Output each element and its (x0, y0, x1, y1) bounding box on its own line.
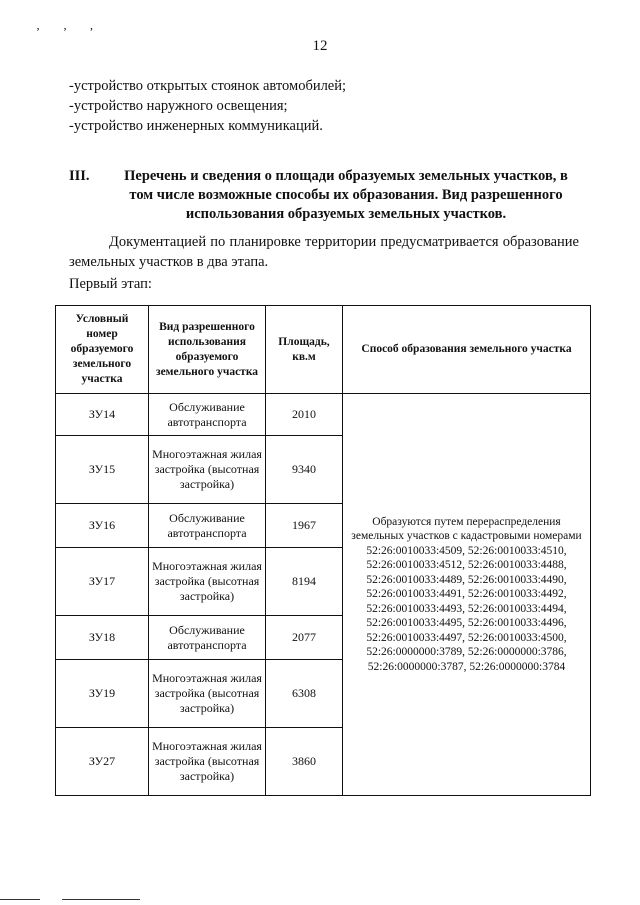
plot-use: Многоэтажная жилая застройка (высотная застройка) (149, 660, 266, 728)
plot-use: Обслуживание автотранспорта (149, 394, 266, 436)
page-number: 12 (312, 38, 328, 54)
list-item: -устройство открытых стоянок автомобилей; (69, 78, 347, 94)
land-plots-table (55, 305, 591, 796)
header-plot-number: Условный номер образуемого земельного участка (56, 306, 149, 394)
footer-rule (62, 899, 140, 900)
plot-area: 2077 (266, 616, 343, 660)
plot-use: Многоэтажная жилая застройка (высотная застройка) (149, 436, 266, 504)
header-area: Площадь, кв.м (266, 306, 343, 394)
scan-marks: ‚ ‚ , (36, 18, 103, 32)
plot-id: ЗУ17 (56, 548, 149, 616)
stage-label: Первый этап: (69, 276, 152, 292)
plot-id: ЗУ27 (56, 728, 149, 796)
section-heading (69, 167, 579, 224)
plot-id: ЗУ15 (56, 436, 149, 504)
plot-area: 1967 (266, 504, 343, 548)
plot-area: 9340 (266, 436, 343, 504)
table-header-row (56, 306, 591, 394)
plot-use: Многоэтажная жилая застройка (высотная застройка) (149, 548, 266, 616)
plot-use: Обслуживание автотранспорта (149, 504, 266, 548)
plot-id: ЗУ18 (56, 616, 149, 660)
section-title: Перечень и сведения о площади образуемых земельных участков, в том числе возможные способы их образования. Вид разрешенного использования образуемых земельных участков. (124, 168, 568, 222)
plot-id: ЗУ14 (56, 394, 149, 436)
section-number: III. (69, 168, 90, 184)
plot-id: ЗУ16 (56, 504, 149, 548)
plot-use: Обслуживание автотранспорта (149, 616, 266, 660)
plot-area: 8194 (266, 548, 343, 616)
bullet-list (69, 76, 589, 136)
table-row (56, 394, 591, 436)
list-item: -устройство инженерных коммуникаций. (69, 118, 323, 134)
plot-use: Многоэтажная жилая застройка (высотная застройка) (149, 728, 266, 796)
formation-method: Образуются путем перераспределения земельных участков с кадастровыми номерами 52:26:0010033:4509, 52:26:0010033:4510, 52:26:0010033:4512, 52:26:0010033:4488, 52:26:0010033:4489, 52:26:0010033:4490, 52:26:0010033:4491, 52:26:0010033:4492, 52:26:0010033:4493, 52:26:0010033:4494, 52:26:0010033:4495, 52:26:0010033:4496, 52:26:0010033:4497, 52:26:0010033:4500, 52:26:0000000:3789, 52:26:0000000:3786, 52:26:0000000:3787, 52:26:0000000:3784 (343, 394, 591, 796)
footer-rule (0, 899, 40, 900)
header-formation-method: Способ образования земельного участка (343, 306, 591, 394)
plot-id: ЗУ19 (56, 660, 149, 728)
plot-area: 6308 (266, 660, 343, 728)
plot-area: 3860 (266, 728, 343, 796)
header-permitted-use: Вид разрешенного использования образуемого земельного участка (149, 306, 266, 394)
plot-area: 2010 (266, 394, 343, 436)
list-item: -устройство наружного освещения; (69, 98, 288, 114)
body-paragraph: Документацией по планировке территории предусматривается образование земельных участков в два этапа. (69, 234, 579, 270)
